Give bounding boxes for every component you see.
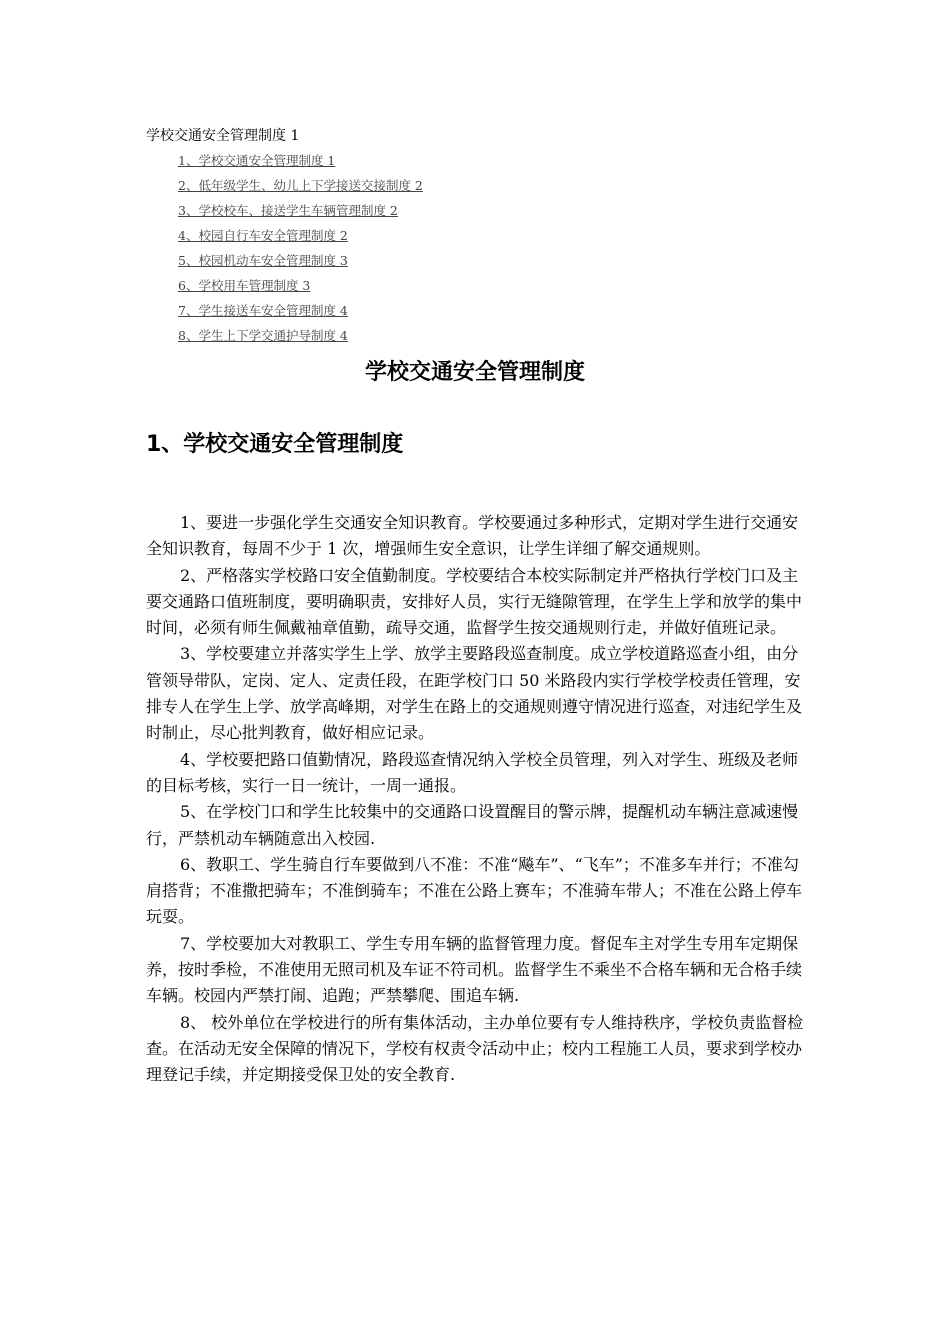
toc-link-2[interactable]: 2、低年级学生、幼儿上下学接送交接制度 2 [178,178,423,193]
toc-link-8[interactable]: 8、学生上下学交通护导制度 4 [178,328,348,343]
toc-entry [178,226,423,251]
toc-link-7[interactable]: 7、学生接送车安全管理制度 4 [178,303,348,318]
paragraph: 8、 校外单位在学校进行的所有集体活动，主办单位要有专人维持秩序，学校负责监督检查。在活动无安全保障的情况下，学校有权责令活动中止；校内工程施工人员，要求到学校办理登记手续，并定期接受保卫处的安全教育. [146,1012,804,1085]
document-title: 学校交通安全管理制度 [364,360,585,385]
paragraph: 1、要进一步强化学生交通安全知识教育。学校要通过多种形式，定期对学生进行交通安全知识教育，每周不少于 1 次，增强师生安全意识，让学生详细了解交通规则。 [146,513,799,559]
toc-link-6[interactable]: 6、学校用车管理制度 3 [178,278,311,293]
toc-entry [178,201,423,226]
toc-entry [178,251,423,276]
toc-entry [178,176,423,201]
section-heading: 1、学校交通安全管理制度 [146,432,404,457]
paragraph: 3、学校要建立并落实学生上学、放学主要路段巡查制度。成立学校道路巡查小组，由分管领导带队，定岗、定人、定责任段，在距学校门口 50 米路段内实行学校学校责任管理，安排专人在学生上学、放学高峰期，对学生在路上的交通规则遵守情况进行巡查，对违纪学生及时制止，尽心批判教育，做好相应记录。 [146,644,803,743]
paragraph: 6、教职工、学生骑自行车要做到八不准：不准“飚车”、“飞车”；不准多车并行；不准勾肩搭背；不准撒把骑车；不准倒骑车；不准在公路上赛车；不准骑车带人；不准在公路上停车玩耍。 [146,854,803,927]
toc-link-5[interactable]: 5、校园机动车安全管理制度 3 [178,253,348,268]
paragraph: 7、学校要加大对教职工、学生专用车辆的监督管理力度。督促车主对学生专用车定期保养，按时季检，不准使用无照司机及车证不符司机。监督学生不乘坐不合格车辆和无合格手续车辆。校园内严禁打闹、追跑；严禁攀爬、围追车辆. [146,933,803,1006]
paragraph: 2、严格落实学校路口安全值勤制度。学校要结合本校实际制定并严格执行学校门口及主要交通路口值班制度，要明确职责，安排好人员，实行无缝隙管理，在学生上学和放学的集中时间，必须有师生佩戴袖章值勤，疏导交通，监督学生按交通规则行走，并做好值班记录。 [146,565,803,638]
toc-link-3[interactable]: 3、学校校车、接送学生车辆管理制度 2 [178,203,398,218]
toc-entry [178,326,423,351]
table-of-contents [178,151,423,351]
toc-entry [178,151,423,176]
document-body [146,510,804,1089]
toc-link-1[interactable]: 1、学校交通安全管理制度 1 [178,153,336,168]
toc-link-4[interactable]: 4、校园自行车安全管理制度 2 [178,228,348,243]
toc-title: 学校交通安全管理制度 1 [146,128,300,144]
paragraph: 4、学校要把路口值勤情况，路段巡查情况纳入学校全员管理，列入对学生、班级及老师的目标考核，实行一日一统计，一周一通报。 [146,749,799,795]
paragraph: 5、在学校门口和学生比较集中的交通路口设置醒目的警示牌，提醒机动车辆注意减速慢行，严禁机动车辆随意出入校园. [146,802,799,848]
toc-entry [178,276,423,301]
toc-entry [178,301,423,326]
